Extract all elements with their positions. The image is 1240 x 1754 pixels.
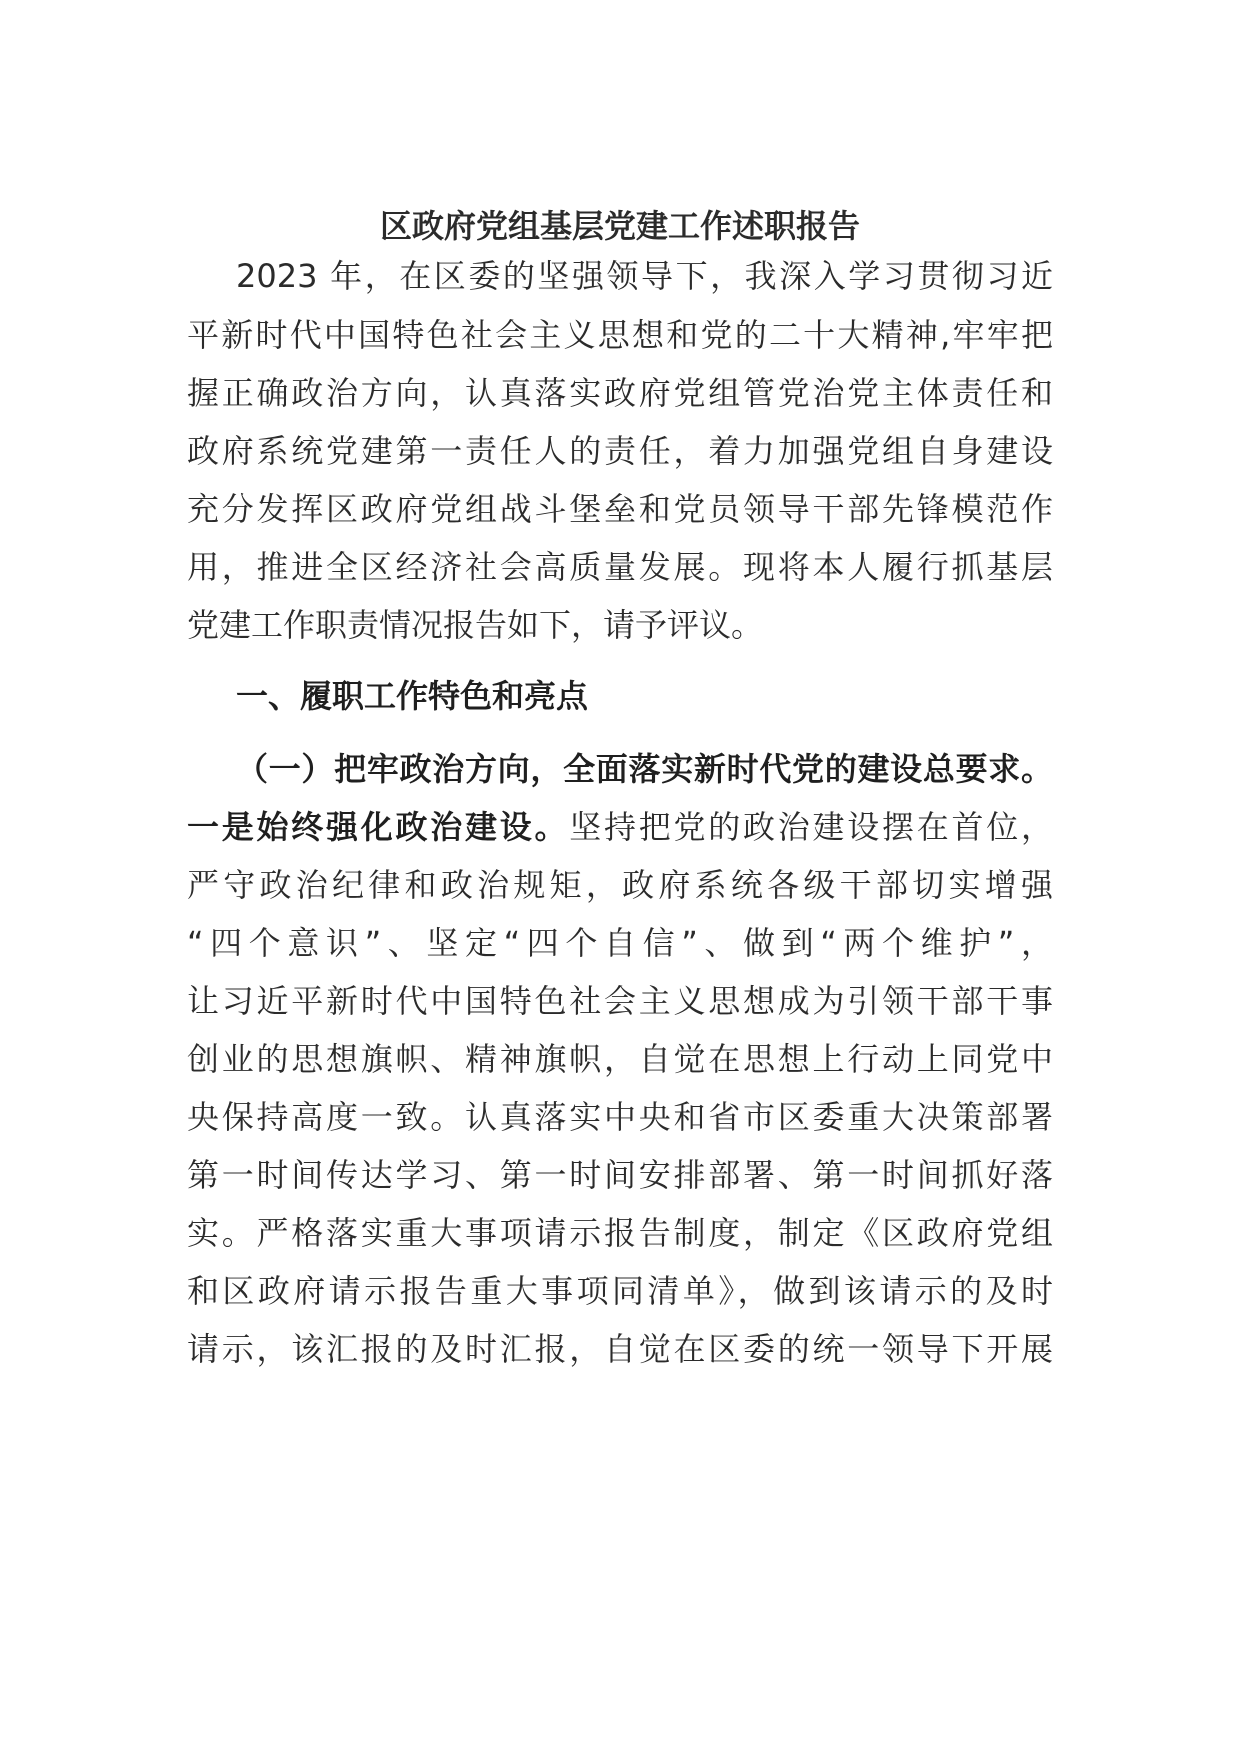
paragraph-line	[187, 803, 1053, 851]
section-heading: 一、履职工作特色和亮点	[236, 677, 589, 715]
subsection-heading: （一）把牢政治方向，全面落实新时代党的建设总要求。	[236, 750, 1053, 788]
paragraph-line: 严守政治纪律和政治规矩，政府系统各级干部切实增强	[187, 866, 1053, 904]
paragraph-line: 请示，该汇报的及时汇报，自觉在区委的统一领导下开展	[187, 1330, 1053, 1368]
paragraph-line: 2023 年，在区委的坚强领导下，我深入学习贯彻习近	[236, 257, 1053, 295]
paragraph-line: 创业的思想旗帜、精神旗帜，自觉在思想上行动上同党中	[187, 1040, 1053, 1078]
paragraph-line: 让习近平新时代中国特色社会主义思想成为引领干部干事	[187, 982, 1053, 1020]
paragraph-line: 政府系统党建第一责任人的责任，着力加强党组自身建设	[187, 432, 1053, 470]
paragraph-line: “四个意识”、坚定“四个自信”、做到“两个维护”，	[187, 924, 1053, 962]
paragraph-line: 央保持高度一致。认真落实中央和省市区委重大决策部署	[187, 1098, 1053, 1136]
paragraph-line: 充分发挥区政府党组战斗堡垒和党员领导干部先锋模范作	[187, 490, 1053, 528]
point-text: 坚持把党的政治建设摆在首位，	[569, 808, 1053, 846]
document-title: 区政府党组基层党建工作述职报告	[379, 207, 860, 245]
paragraph-line: 第一时间传达学习、第一时间安排部署、第一时间抓好落	[187, 1156, 1053, 1194]
point-heading: 一是始终强化政治建设。	[187, 808, 570, 846]
paragraph-line: 用，推进全区经济社会高质量发展。现将本人履行抓基层	[187, 548, 1053, 586]
paragraph-line: 实。严格落实重大事项请示报告制度，制定《区政府党组	[187, 1214, 1053, 1252]
paragraph-line: 和区政府请示报告重大事项同清单》，做到该请示的及时	[187, 1272, 1053, 1310]
paragraph-line: 党建工作职责情况报告如下，请予评议。	[187, 606, 764, 644]
paragraph-line: 平新时代中国特色社会主义思想和党的二十大精神,牢牢把	[187, 316, 1053, 354]
paragraph-line: 握正确政治方向，认真落实政府党组管党治党主体责任和	[187, 374, 1053, 412]
